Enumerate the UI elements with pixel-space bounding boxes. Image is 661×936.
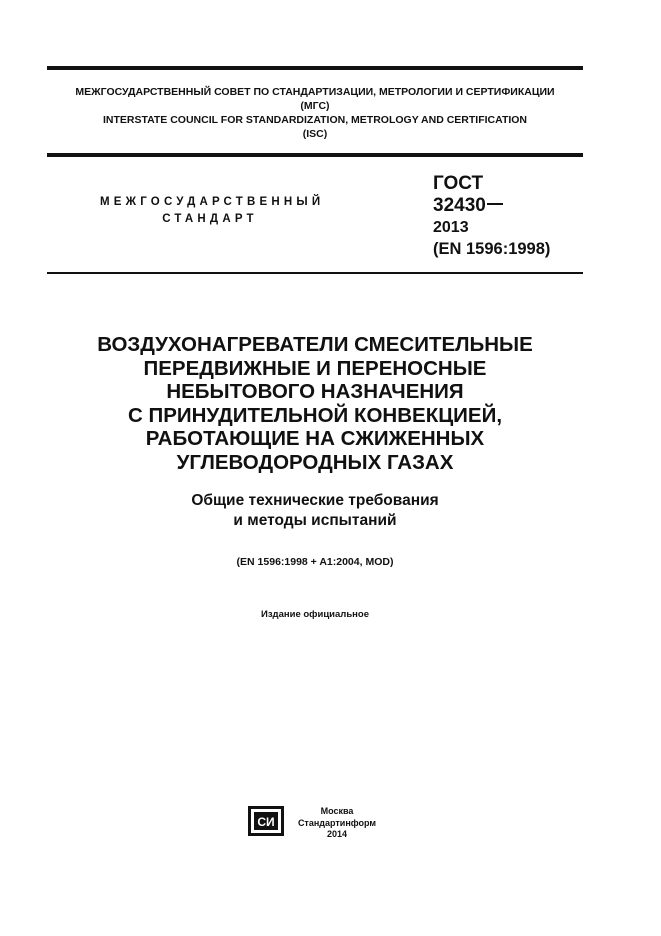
document-title [47, 333, 583, 475]
title-line: РАБОТАЮЩИЕ НА СЖИЖЕННЫХ [145, 427, 485, 451]
designation [433, 173, 550, 260]
subtitle-line: и методы испытаний [233, 512, 397, 529]
edition-note: Издание официальное [261, 609, 369, 620]
title-line: ВОЗДУХОНАГРЕВАТЕЛИ СМЕСИТЕЛЬНЫЕ [97, 333, 533, 356]
document-subtitle [47, 491, 583, 531]
council-name-en: INTERSTATE COUNCIL FOR STANDARDIZATION, METROLOGY AND CERTIFICATION [102, 114, 528, 126]
logo-text: СИ [257, 815, 275, 829]
council-header [47, 85, 583, 141]
designation-number [433, 195, 550, 217]
council-abbr-ru: (МГС) [300, 100, 330, 112]
council-name-ru: МЕЖГОСУДАРСТВЕННЫЙ СОВЕТ ПО СТАНДАРТИЗАЦИИ, МЕТРОЛОГИИ И СЕРТИФИКАЦИИ [75, 86, 555, 98]
designation-year: 2013 [433, 219, 469, 236]
title-line: НЕБЫТОВОГО НАЗНАЧЕНИЯ [166, 380, 464, 404]
title-line: УГЛЕВОДОРОДНЫХ ГАЗАХ [176, 450, 454, 474]
publisher-city: Москва [320, 806, 354, 816]
top-rule [47, 66, 583, 70]
standard-type-line1: МЕЖГОСУДАРСТВЕННЫЙ [100, 196, 325, 208]
publisher-year: 2014 [326, 829, 348, 839]
subtitle-line: Общие технические требования [191, 492, 439, 509]
title-line: С ПРИНУДИТЕЛЬНОЙ КОНВЕКЦИЕЙ, [127, 403, 503, 427]
publisher-name: Стандартинформ [297, 817, 377, 828]
standard-type-line2: СТАНДАРТ [162, 213, 258, 225]
designation-number-value: 32430 [433, 195, 486, 216]
designation-dash [487, 203, 503, 205]
council-rule [47, 153, 583, 157]
standard-type [100, 194, 325, 228]
standartinform-logo-icon [248, 806, 284, 836]
council-abbr-en: (ISC) [302, 128, 328, 140]
title-line: ПЕРЕДВИЖНЫЕ И ПЕРЕНОСНЫЕ [143, 356, 487, 380]
designation-rule [47, 272, 583, 274]
designation-prefix: ГОСТ [433, 173, 484, 194]
mod-reference: (EN 1596:1998 + A1:2004, MOD) [236, 556, 394, 568]
publisher-info [292, 806, 382, 841]
designation-en-ref: (EN 1596:1998) [433, 240, 551, 258]
